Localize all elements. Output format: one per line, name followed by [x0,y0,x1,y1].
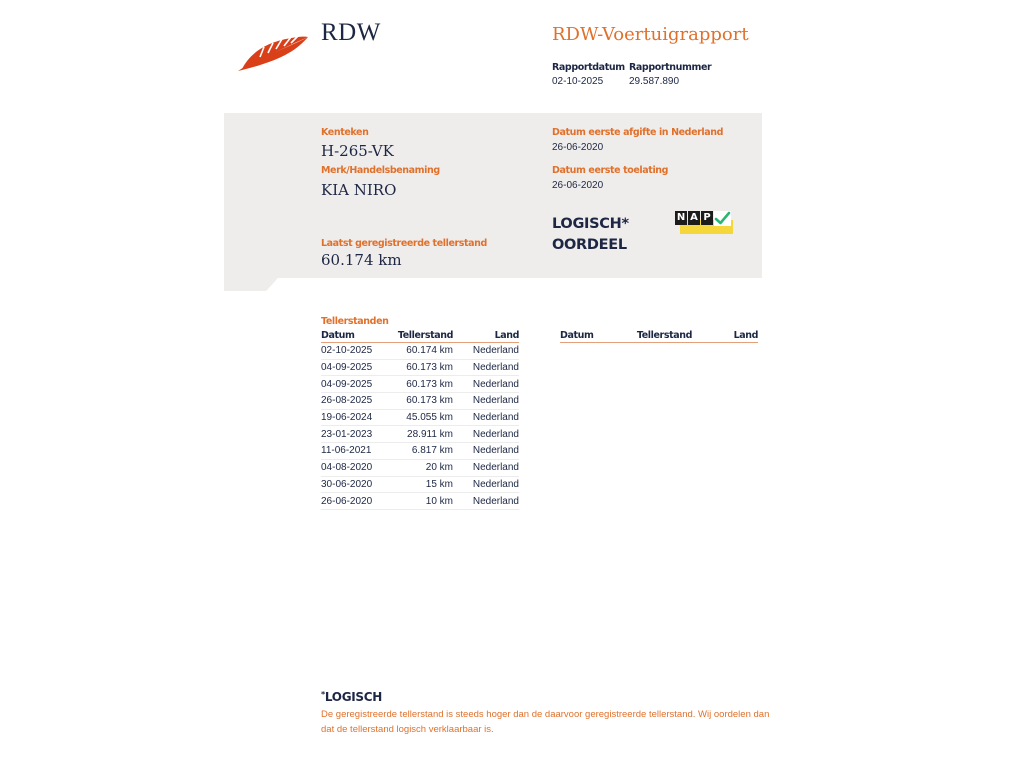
make-value: KIA NIRO [321,181,397,199]
readings-header-row [560,329,758,343]
nap-check-icon [714,211,731,226]
report-date-label: Rapportdatum [552,62,625,73]
rdw-feather-logo-icon [236,33,310,73]
row-meter: 10 km [391,493,453,510]
table-row [321,343,519,360]
table-row [321,359,519,376]
row-date: 30-06-2020 [321,476,391,493]
row-country: Nederland [453,493,519,510]
nap-badge [675,211,733,235]
column-header-country: Land [692,329,758,343]
row-date: 04-09-2025 [321,376,391,393]
nap-letter-n: N [676,212,686,223]
footnote-title [321,690,382,704]
brand-name: RDW [321,19,381,46]
row-country: Nederland [453,459,519,476]
row-country: Nederland [453,426,519,443]
row-meter: 6.817 km [391,443,453,460]
row-meter: 60.173 km [391,359,453,376]
verdict-line-1: LOGISCH* [552,216,629,232]
footnote-title-text: LOGISCH [324,690,383,704]
row-date: 26-06-2020 [321,493,391,510]
table-row [321,443,519,460]
column-header-date: Datum [560,329,630,343]
readings-table-continued [560,329,758,343]
table-row [321,409,519,426]
column-header-meter: Tellerstand [391,329,453,343]
row-date: 04-09-2025 [321,359,391,376]
row-meter: 20 km [391,459,453,476]
footnote-star: * [321,690,325,699]
row-meter: 60.173 km [391,376,453,393]
row-meter: 15 km [391,476,453,493]
readings-title: Tellerstanden [321,316,389,327]
report-date-value: 02-10-2025 [552,76,604,87]
table-row [321,376,519,393]
row-date: 04-08-2020 [321,459,391,476]
row-country: Nederland [453,443,519,460]
make-label: Merk/Handelsbenaming [321,165,440,176]
table-row [321,459,519,476]
first-issue-nl-label: Datum eerste afgifte in Nederland [552,127,724,138]
nap-letter-p: P [701,211,713,225]
meter-verdict [552,214,629,256]
row-country: Nederland [453,343,519,360]
row-meter: 60.173 km [391,393,453,410]
first-admission-value: 26-06-2020 [552,180,604,191]
column-header-meter: Tellerstand [630,329,692,343]
table-row [321,493,519,510]
report-number-label: Rapportnummer [629,62,712,73]
report-number-block [629,62,711,87]
first-issue-nl-value: 26-06-2020 [552,142,604,153]
verdict-line-2: OORDEEL [552,237,627,253]
report-number-value: 29.587.890 [629,76,680,87]
column-header-country: Land [453,329,519,343]
panel-tab-decoration [224,278,278,291]
column-header-date: Datum [321,329,391,343]
report-date-block [552,62,625,87]
row-meter: 60.174 km [391,343,453,360]
row-meter: 28.911 km [391,426,453,443]
table-row [321,426,519,443]
report-title: RDW-Voertuigrapport [552,24,749,45]
row-date: 02-10-2025 [321,343,391,360]
readings-table [321,329,519,510]
last-meter-label: Laatst geregistreerde tellerstand [321,238,487,249]
row-date: 26-08-2025 [321,393,391,410]
row-country: Nederland [453,359,519,376]
table-row [321,476,519,493]
first-admission-label: Datum eerste toelating [552,165,669,176]
readings-header-row [321,329,519,343]
table-row [321,393,519,410]
row-country: Nederland [453,476,519,493]
row-country: Nederland [453,376,519,393]
row-country: Nederland [453,409,519,426]
footnote-text: De geregistreerde tellerstand is steeds hoger dan de daarvoor geregistreerde tellerstand. Wij oordelen dan dat de tellerstand logisch verklaarbaar is. [321,709,770,735]
nap-letter-a: A [688,211,700,225]
plate-label: Kenteken [321,127,369,138]
plate-value: H-265-VK [321,142,394,160]
row-country: Nederland [453,393,519,410]
row-date: 11-06-2021 [321,443,391,460]
row-date: 19-06-2024 [321,409,391,426]
row-date: 23-01-2023 [321,426,391,443]
last-meter-value: 60.174 km [321,251,402,269]
row-meter: 45.055 km [391,409,453,426]
